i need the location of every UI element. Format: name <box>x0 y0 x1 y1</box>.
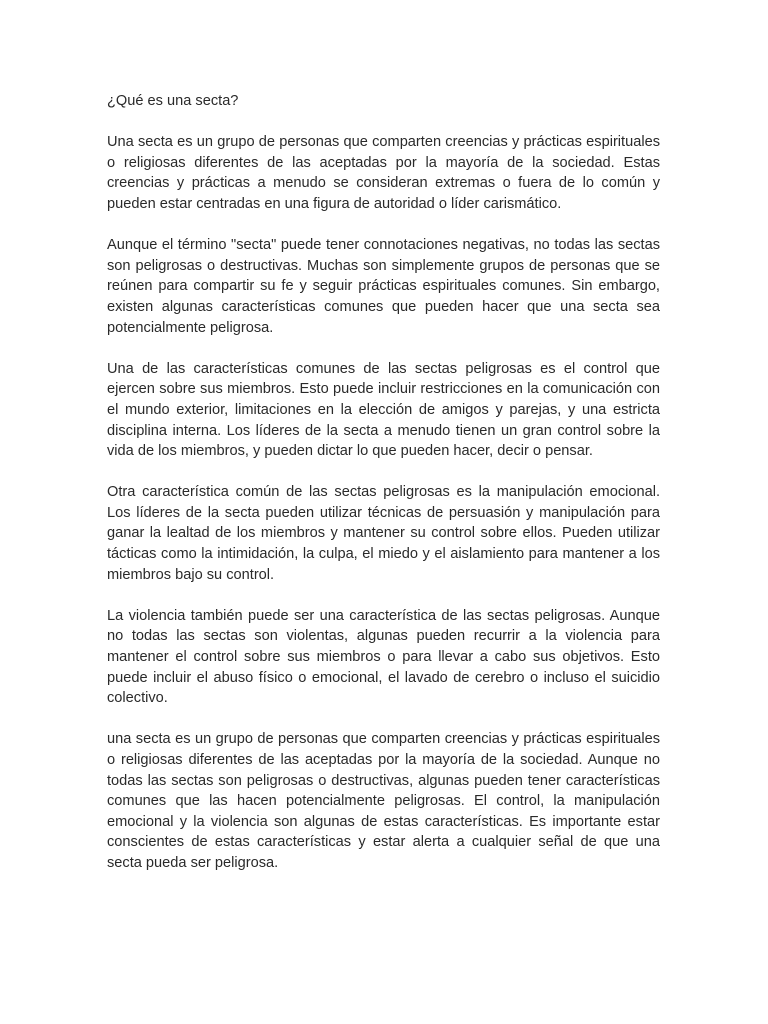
paragraph-5: La violencia también puede ser una característica de las sectas peligrosas. Aunque no todas las sectas son violentas, algunas pueden recurrir a la violencia para mantener el control sobre sus miembros o para llevar a cabo sus objetivos. Esto puede incluir el abuso físico o emocional, el lavado de cerebro o incluso el suicidio colectivo. <box>107 607 660 707</box>
paragraph-6: una secta es un grupo de personas que comparten creencias y prácticas espirituales o religiosas diferentes de las aceptadas por la mayoría de la sociedad. Aunque no todas las sectas son peligrosas o destructivas, algunas pueden tener características comunes que las hacen potencialmente peligrosas. El control, la manipulación emocional y la violencia son algunas de estas características. Es importante estar conscientes de estas características y estar alerta a cualquier señal de que una secta pueda ser peligrosa. <box>107 731 660 871</box>
paragraph-2: Aunque el término "secta" puede tener connotaciones negativas, no todas las sectas son peligrosas o destructivas. Muchas son simplemente grupos de personas que se reúnen para compartir su fe y seguir prácticas espirituales comunes. Sin embargo, existen algunas características comunes que pueden hacer que una secta sea potencialmente peligrosa. <box>107 237 660 336</box>
paragraph-4: Otra característica común de las sectas peligrosas es la manipulación emocional. Los líderes de la secta pueden utilizar técnicas de persuasión y manipulación para ganar la lealtad de los miembros y mantener su control sobre ellos. Pueden utilizar tácticas como la intimidación, la culpa, el miedo y el aislamiento para mantener a los miembros bajo su control. <box>107 484 660 583</box>
paragraph-3: Una de las características comunes de las sectas peligrosas es el control que ejercen sobre sus miembros. Esto puede incluir restricciones en la comunicación con el mundo exterior, limitaciones en la elección de amigos y parejas, y una estricta disciplina interna. Los líderes de la secta a menudo tienen un gran control sobre la vida de los miembros, y pueden dictar lo que pueden hacer, decir o pensar. <box>107 360 660 460</box>
document-page <box>107 91 660 894</box>
paragraph-1: Una secta es un grupo de personas que comparten creencias y prácticas espirituales o religiosas diferentes de las aceptadas por la mayoría de la sociedad. Estas creencias y prácticas a menudo se consideran extremas o fuera de lo común y pueden estar centradas en una figura de autoridad o líder carismático. <box>107 134 660 212</box>
document-title: ¿Qué es una secta? <box>107 93 239 109</box>
